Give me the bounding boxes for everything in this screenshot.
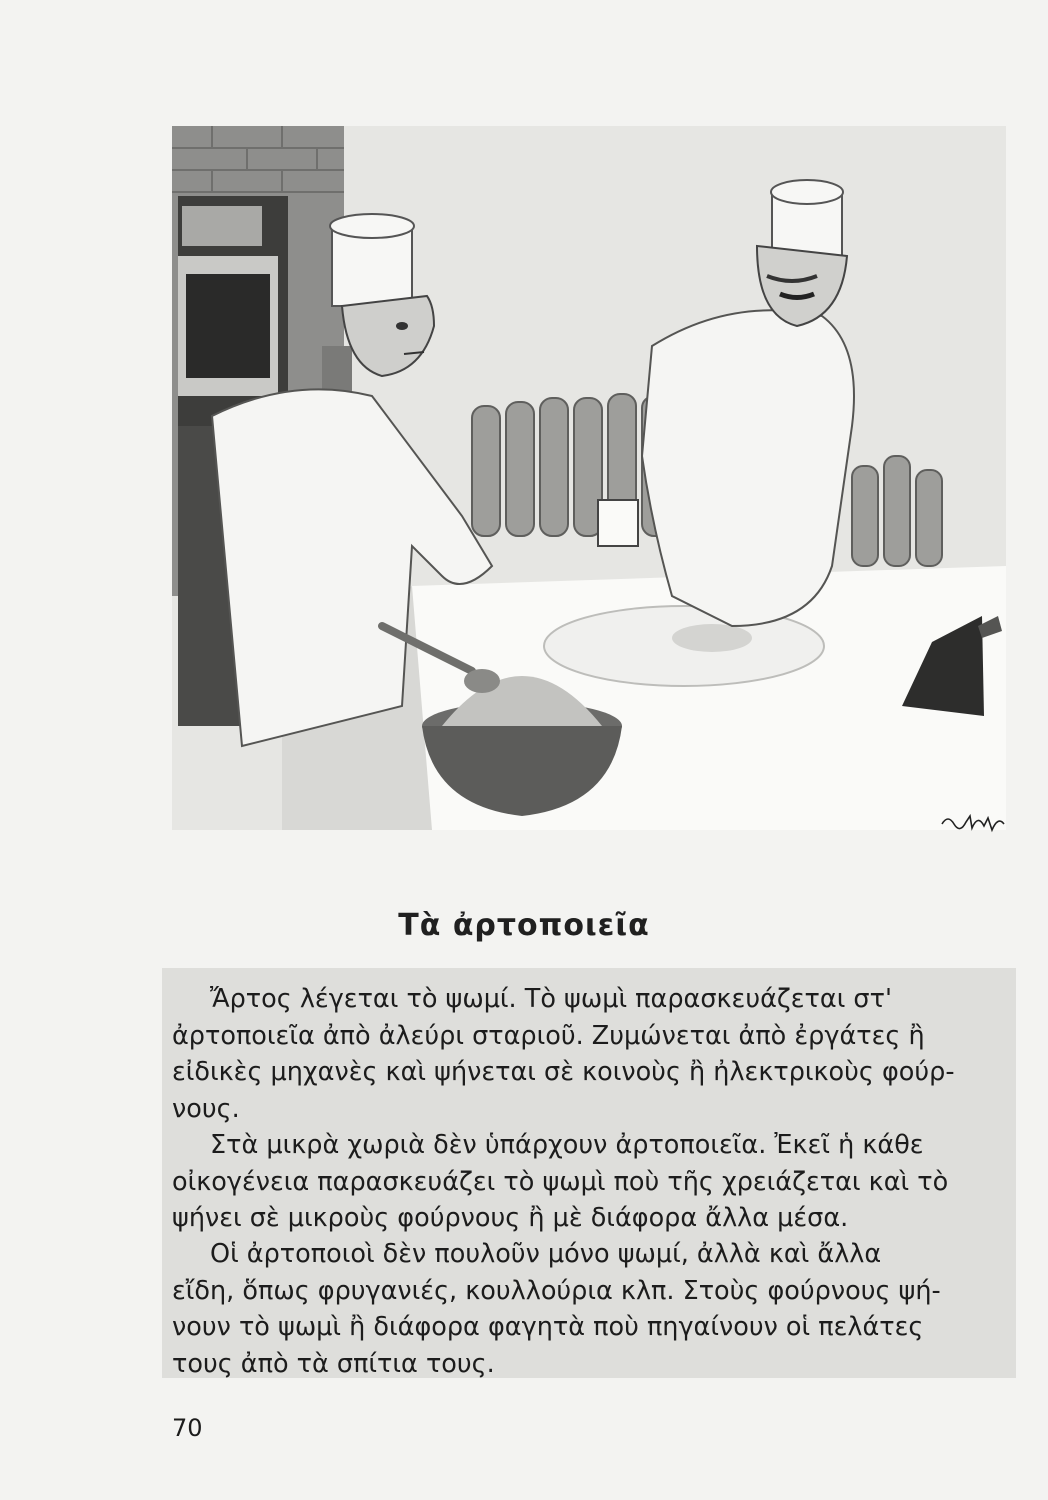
lesson-title: Τὰ ἀρτοποιεῖα — [398, 908, 650, 943]
lesson-text-block — [162, 968, 1016, 1378]
text-line: νους. — [172, 1093, 240, 1124]
bakery-illustration — [172, 126, 1006, 830]
text-line: Ἄρτος λέγεται τὸ ψωμί. Τὸ ψωμὶ παρασκευάζεται στ' — [210, 984, 892, 1014]
text-line: οἰκογένεια παρασκευάζει τὸ ψωμὶ ποὺ τῆς χρειάζεται καὶ τὸ — [172, 1166, 949, 1197]
text-line: εἰδικὲς μηχανὲς καὶ ψήνεται σὲ κοινοὺς ἢ ἠλεκτρικοὺς φούρ- — [172, 1057, 955, 1087]
artist-signature — [940, 808, 1010, 834]
text-line: τους ἀπὸ τὰ σπίτια τους. — [172, 1348, 495, 1379]
text-line: Στὰ μικρὰ χωριὰ δὲν ὑπάρχουν ἀρτοποιεῖα. Ἐκεῖ ἡ κάθε — [210, 1130, 924, 1160]
text-line: ψήνει σὲ μικροὺς φούρνους ἢ μὲ διάφορα ἄλλα μέσα. — [172, 1203, 849, 1233]
paragraph-3 — [172, 1236, 1004, 1382]
page-number: 70 — [172, 1414, 203, 1442]
text-line: εἴδη, ὅπως φρυγανιές, κουλλούρια κλπ. Στοὺς φούρνους ψή- — [172, 1275, 941, 1306]
text-line: ἀρτοποιεῖα ἀπὸ ἀλεύρι σταριοῦ. Ζυμώνεται ἀπὸ ἐργάτες ἢ — [172, 1020, 925, 1051]
paragraph-1 — [172, 981, 1004, 1127]
paragraph-2 — [172, 1127, 1004, 1237]
text-line: νουν τὸ ψωμὶ ἢ διάφορα φαγητὰ ποὺ πηγαίνουν οἱ πελάτες — [172, 1312, 924, 1342]
text-line: Οἱ ἀρτοποιοὶ δὲν πουλοῦν μόνο ψωμί, ἀλλὰ καὶ ἄλλα — [210, 1239, 882, 1269]
bakery-scene-drawing — [172, 126, 1006, 830]
